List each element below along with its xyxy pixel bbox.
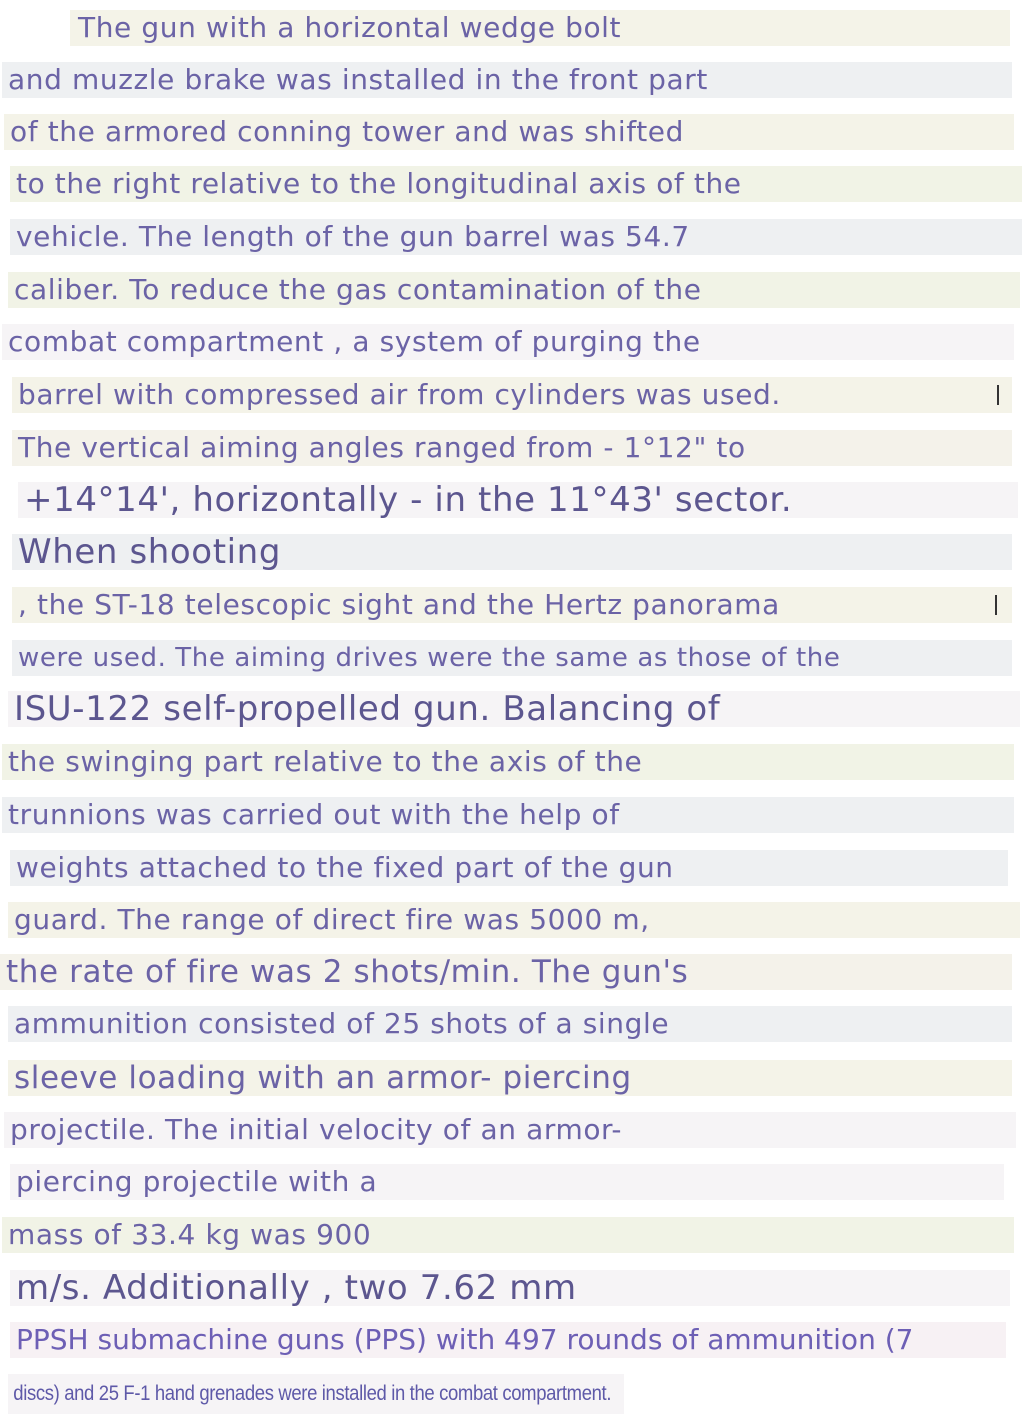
text-line-22: projectile. The initial velocity of an armor- bbox=[4, 1112, 1016, 1148]
text-line-24: mass of 33.4 kg was 900 bbox=[2, 1217, 1014, 1253]
text-line-12: , the ST-18 telescopic sight and the Hertz panorama bbox=[12, 587, 1012, 623]
text-line-17: weights attached to the fixed part of the gun bbox=[10, 850, 1008, 886]
text-line-8: barrel with compressed air from cylinders was used. bbox=[12, 377, 1012, 413]
text-line-19: the rate of fire was 2 shots/min. The gun's bbox=[0, 954, 1012, 990]
text-line-21: sleeve loading with an armor- piercing bbox=[8, 1060, 1012, 1096]
text-line-4: to the right relative to the longitudinal axis of the bbox=[10, 166, 1022, 202]
text-line-25: m/s. Additionally , two 7.62 mm bbox=[10, 1270, 1010, 1306]
text-cursor-mark bbox=[997, 385, 999, 405]
text-line-7: combat compartment , a system of purging the bbox=[2, 324, 1014, 360]
text-line-10: +14°14', horizontally - in the 11°43' sector. bbox=[18, 482, 1018, 518]
text-line-14: ISU-122 self-propelled gun. Balancing of bbox=[8, 691, 1020, 727]
text-line-6: caliber. To reduce the gas contamination of the bbox=[8, 272, 1020, 308]
text-line-15: the swinging part relative to the axis of the bbox=[2, 744, 1014, 780]
text-line-18: guard. The range of direct fire was 5000 m, bbox=[8, 902, 1020, 938]
text-line-2: and muzzle brake was installed in the front part bbox=[2, 62, 1012, 98]
text-line-9: The vertical aiming angles ranged from - 1°12" to bbox=[12, 430, 1012, 466]
text-line-23: piercing projectile with a bbox=[10, 1164, 1004, 1200]
text-line-27: discs) and 25 F-1 hand grenades were installed in the combat compartment. bbox=[8, 1374, 624, 1414]
text-line-5: vehicle. The length of the gun barrel was 54.7 bbox=[10, 219, 1022, 255]
text-line-3: of the armored conning tower and was shifted bbox=[4, 114, 1014, 150]
text-line-11: When shooting bbox=[12, 534, 1012, 570]
text-line-26: PPSH submachine guns (PPS) with 497 rounds of ammunition (7 bbox=[10, 1322, 1006, 1358]
text-line-13: were used. The aiming drives were the same as those of the bbox=[12, 640, 1012, 676]
text-line-1: The gun with a horizontal wedge bolt bbox=[70, 10, 1010, 46]
text-cursor-mark bbox=[995, 595, 997, 615]
text-line-16: trunnions was carried out with the help of bbox=[2, 797, 1014, 833]
text-line-20: ammunition consisted of 25 shots of a single bbox=[8, 1006, 1012, 1042]
